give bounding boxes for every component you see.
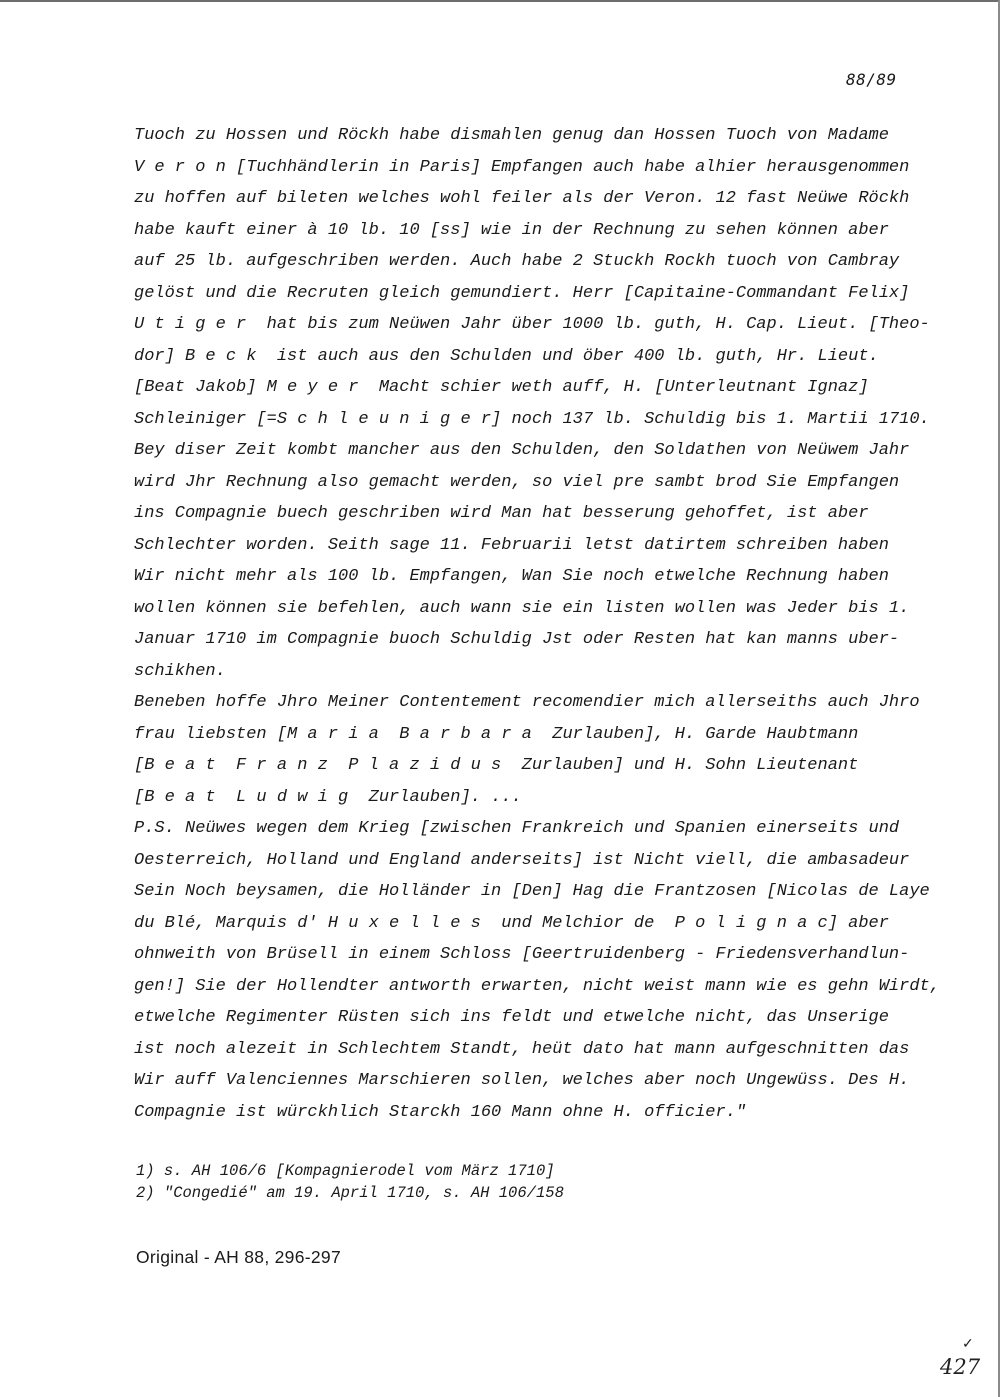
- body-line: Schlechter worden. Seith sage 11. Februarii letst datirtem schreiben haben: [134, 535, 889, 555]
- transcription-body: [134, 120, 940, 1128]
- body-line: U t i g e r hat bis zum Neüwen Jahr über 1000 lb. guth, H. Cap. Lieut. [Theo-: [134, 315, 930, 334]
- body-line: du Blé, Marquis d' H u x e l l e s und Melchior de P o l i g n a c] aber: [134, 913, 889, 933]
- body-line: gelöst und die Recruten gleich gemundiert. Herr [Capitaine-Commandant Felix]: [134, 283, 910, 303]
- body-line: ins Compagnie buech geschriben wird Man hat besserung gehoffet, ist aber: [134, 504, 869, 523]
- body-line: Oesterreich, Holland und England anderseits] ist Nicht viell, die ambasadeur: [134, 850, 910, 870]
- body-line: dor] B e c k ist auch aus den Schulden und öber 400 lb. guth, Hr. Lieut.: [134, 346, 879, 366]
- body-line: zu hoffen auf bileten welches wohl feiler als der Veron. 12 fast Neüwe Röckh: [134, 189, 910, 208]
- body-line: [Beat Jakob] M e y e r Macht schier weth auff, H. [Unterleutnant Ignaz]: [134, 378, 869, 397]
- body-line: Beneben hoffe Jhro Meiner Contentement recomendier mich allerseiths auch Jhro: [134, 693, 920, 712]
- body-line: V e r o n [Tuchhändlerin in Paris] Empfangen auch habe alhier herausgenommen: [134, 157, 910, 177]
- body-line: Bey diser Zeit kombt mancher aus den Schulden, den Soldathen von Neüwem Jahr: [134, 441, 910, 460]
- body-line: Schleiniger [=S c h l e u n i g e r] noch 137 lb. Schuldig bis 1. Martii 1710.: [134, 409, 930, 429]
- body-line: auf 25 lb. aufgeschriben werden. Auch habe 2 Stuckh Rockh tuoch von Cambray: [134, 252, 900, 271]
- body-line: ist noch alezeit in Schlechtem Standt, heüt dato hat mann aufgeschnitten das: [134, 1039, 910, 1059]
- footnote-1: 1) s. AH 106/6 [Kompagnierodel vom März 1710]: [136, 1162, 555, 1180]
- body-line: Wir auff Valenciennes Marschieren sollen, welches aber noch Ungewüss. Des H.: [134, 1071, 910, 1090]
- body-line: [B e a t F r a n z P l a z i d u s Zurlauben] und H. Sohn Lieutenant: [134, 756, 859, 775]
- body-line: frau liebsten [M a r i a B a r b a r a Zurlauben], H. Garde Haubtmann: [134, 724, 859, 744]
- original-reference: Original - AH 88, 296-297: [136, 1247, 341, 1267]
- body-line: etwelche Regimenter Rüsten sich ins feldt und etwelche nicht, das Unserige: [134, 1008, 889, 1027]
- body-line: Januar 1710 im Compagnie buoch Schuldig Jst oder Resten hat kan manns uber-: [134, 630, 900, 649]
- scan-edge-top: [0, 0, 1000, 2]
- page-number: 88/89: [846, 70, 897, 89]
- body-line: wird Jhr Rechnung also gemacht werden, so viel pre sambt brod Sie Empfangen: [134, 472, 900, 492]
- footnote-2: 2) "Congedié" am 19. April 1710, s. AH 106/158: [136, 1184, 564, 1202]
- body-line: [B e a t L u d w i g Zurlauben]. ...: [134, 787, 522, 807]
- handwritten-check-mark: ✓: [962, 1336, 974, 1352]
- body-line: P.S. Neüwes wegen dem Krieg [zwischen Frankreich und Spanien einerseits und: [134, 819, 900, 838]
- body-line: gen!] Sie der Hollendter antworth erwarten, nicht weist mann wie es gehn Wirdt,: [134, 976, 940, 996]
- body-line: wollen können sie befehlen, auch wann sie ein listen wollen was Jeder bis 1.: [134, 598, 910, 618]
- body-line: schikhen.: [134, 661, 226, 681]
- body-line: ohnweith von Brüsell in einem Schloss [Geertruidenberg - Friedensverhandlun-: [134, 945, 910, 964]
- handwritten-archive-number: 427: [940, 1355, 981, 1379]
- footnotes: [136, 1160, 836, 1204]
- body-line: Compagnie ist würckhlich Starckh 160 Mann ohne H. officier.": [134, 1102, 747, 1122]
- body-line: Tuoch zu Hossen und Röckh habe dismahlen genug dan Hossen Tuoch von Madame: [134, 126, 889, 145]
- body-line: Wir nicht mehr als 100 lb. Empfangen, Wan Sie noch etwelche Rechnung haben: [134, 567, 889, 586]
- body-line: Sein Noch beysamen, die Holländer in [Den] Hag die Frantzosen [Nicolas de Laye: [134, 882, 930, 901]
- body-line: habe kauft einer à 10 lb. 10 [ss] wie in der Rechnung zu sehen können aber: [134, 220, 889, 240]
